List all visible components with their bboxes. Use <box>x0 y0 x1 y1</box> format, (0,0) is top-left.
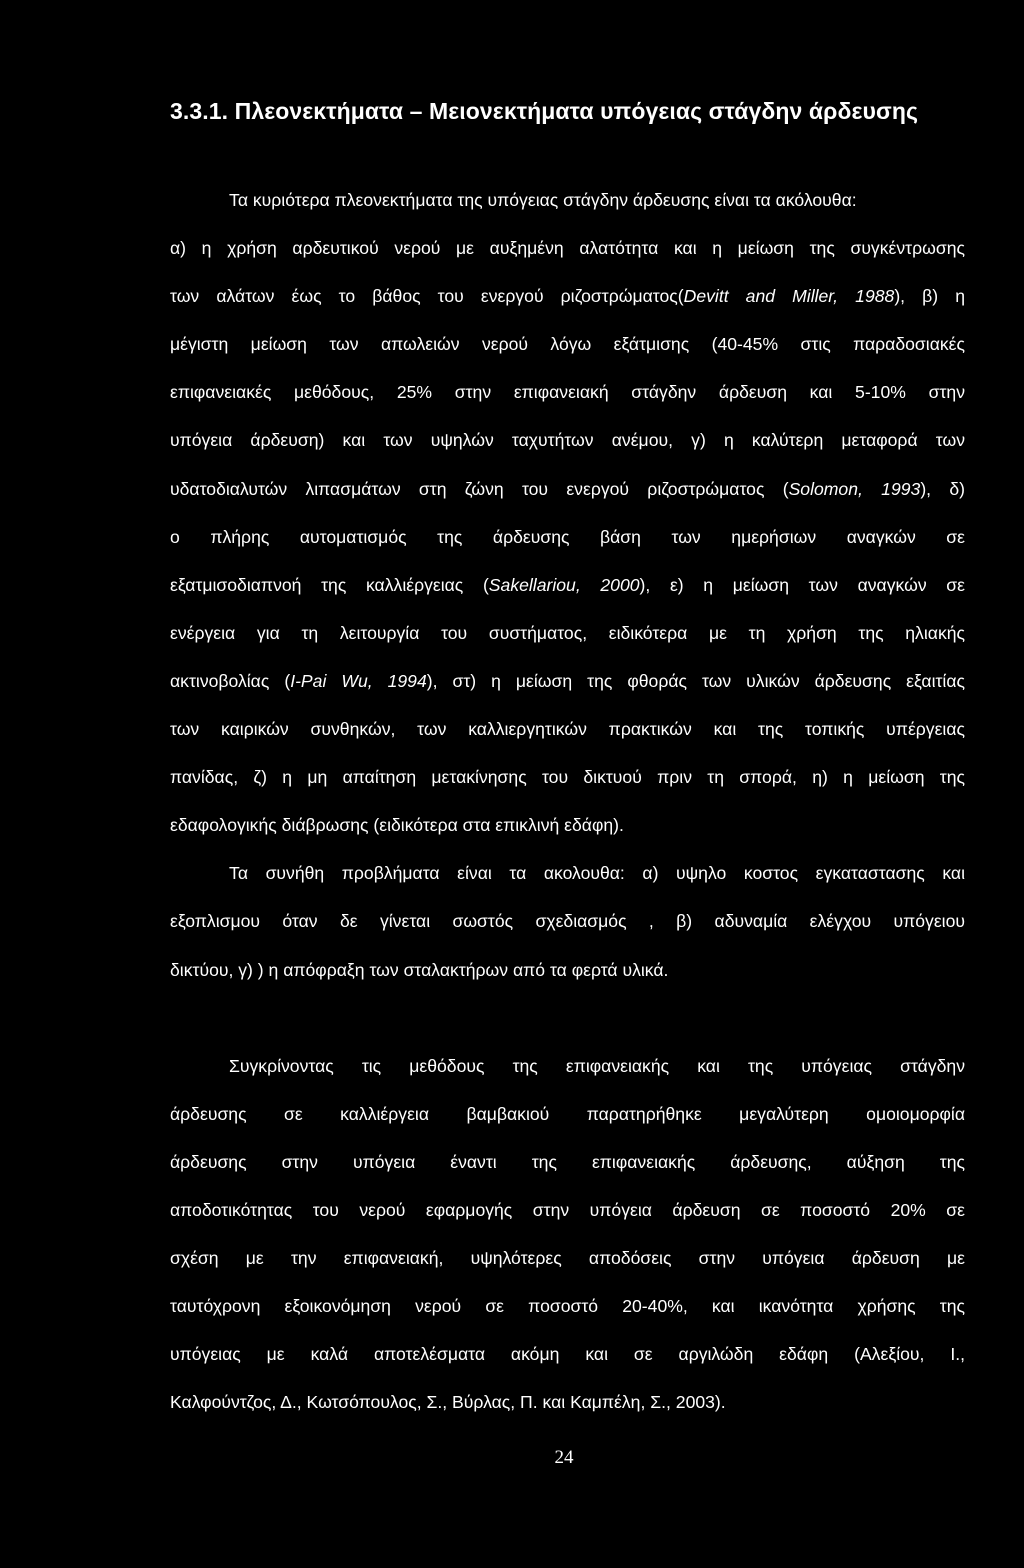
text-run: ), στ) η μείωση της φθοράς των υλικών άρδευσης εξαιτίας <box>426 670 965 691</box>
text-run: των αλάτων έως το βάθος του ενεργού ριζοστρώματος( <box>170 286 684 307</box>
citation: Sakellariou, 2000 <box>488 574 640 595</box>
text-run: ), β) η <box>894 286 966 307</box>
text-line <box>170 561 965 609</box>
paragraph-advantages <box>170 176 965 849</box>
text-line: επιφανειακές μεθόδους, 25% στην επιφανειακή στάγδην άρδευση και 5-10% στην <box>170 382 965 403</box>
text-line: των καιρικών συνθηκών, των καλλιεργητικών πρακτικών και της τοπικής υπέργειας <box>170 719 965 740</box>
text-line: υπόγεια άρδευση) και των υψηλών ταχυτήτων ανέμου, γ) η καλύτερη μεταφορά των <box>170 430 965 451</box>
section-heading: 3.3.1. Πλεονεκτήματα – Μειονεκτήματα υπόγειας στάγδην άρδευσης <box>170 98 919 124</box>
text-line: α) η χρήση αρδευτικού νερού με αυξημένη αλατότητα και η μείωση της συγκέντρωσης <box>170 238 965 259</box>
citation: Solomon, 1993 <box>788 478 921 499</box>
text-line: αποδοτικότητας του νερού εφαρμογής στην υπόγεια άρδευση σε ποσοστό 20% σε <box>170 1199 965 1220</box>
text-run: ακτινοβολίας ( <box>170 670 291 691</box>
text-line: Συγκρίνοντας τις μεθόδους της επιφανειακής και της υπόγειας στάγδην <box>229 1055 965 1076</box>
text-line: εδαφολογικής διάβρωσης (ειδικότερα στα επικλινή εδάφη). <box>170 815 624 836</box>
text-run: ), δ) <box>920 478 965 499</box>
text-run: εξατμισοδιαπνοή της καλλιέργειας ( <box>170 574 489 595</box>
citation: I-Pai Wu, 1994 <box>290 670 427 691</box>
citation: Devitt and Miller, 1988 <box>683 286 895 307</box>
text-line: άρδευσης στην υπόγεια έναντι της επιφανειακής άρδευσης, αύξηση της <box>170 1151 965 1172</box>
paragraph-problems <box>170 849 965 993</box>
paragraph-comparison <box>170 1042 965 1427</box>
text-line: ενέργεια για τη λειτουργία του συστήματος, ειδικότερα με τη χρήση της ηλιακής <box>170 622 965 643</box>
text-line: Καλφούντζος, Δ., Κωτσόπουλος, Σ., Βύρλας, Π. και Καμπέλη, Σ., 2003). <box>170 1392 726 1413</box>
text-line: Τα κυριότερα πλεονεκτήματα της υπόγειας στάγδην άρδευσης είναι τα ακόλουθα: <box>229 190 857 210</box>
text-line: εξοπλισμου όταν δε γίνεται σωστός σχεδιασμός , β) αδυναμία ελέγχου υπόγειου <box>170 911 965 932</box>
text-line: ταυτόχρονη εξοικονόμηση νερού σε ποσοστό 20-40%, και ικανότητα χρήσης της <box>170 1296 965 1317</box>
text-line: σχέση με την επιφανειακή, υψηλότερες αποδόσεις στην υπόγεια άρδευση με <box>170 1247 965 1268</box>
text-line <box>170 272 965 320</box>
text-line: πανίδας, ζ) η μη απαίτηση μετακίνησης του δικτυού πριν τη σπορά, η) η μείωση της <box>170 767 965 788</box>
page-number: 24 <box>554 1447 574 1468</box>
text-line: ο πλήρης αυτοματισμός της άρδευσης βάση των ημερήσιων αναγκών σε <box>170 526 965 547</box>
text-line: δικτύου, γ) ) η απόφραξη των σταλακτήρων από τα φερτά υλικά. <box>170 959 669 980</box>
text-line: υπόγειας με καλά αποτελέσματα ακόμη και σε αργιλώδη εδάφη (Αλεξίου, Ι., <box>170 1344 965 1365</box>
text-run: ), ε) η μείωση των αναγκών σε <box>639 574 965 595</box>
text-line <box>170 465 965 513</box>
text-run: υδατοδιαλυτών λιπασμάτων στη ζώνη του ενεργού ριζοστρώματος ( <box>170 478 789 499</box>
text-line: άρδευσης σε καλλιέργεια βαμβακιού παρατηρήθηκε μεγαλύτερη ομοιομορφία <box>170 1103 965 1124</box>
text-line <box>170 657 965 705</box>
document-body <box>170 176 965 1426</box>
text-line: Τα συνήθη προβλήματα είναι τα ακολουθα: α) υψηλο κοστος εγκαταστασης και <box>229 863 965 884</box>
text-line: μέγιστη μείωση των απωλειών νερού λόγω εξάτμισης (40-45% στις παραδοσιακές <box>170 334 965 355</box>
